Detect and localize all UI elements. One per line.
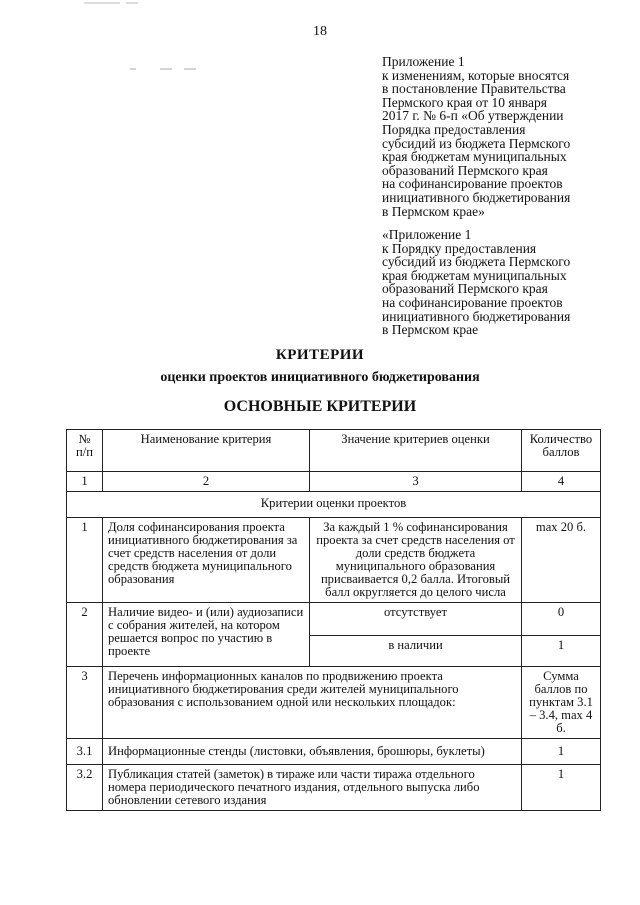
section-title: ОСНОВНЫЕ КРИТЕРИИ — [223, 398, 417, 415]
row-points-cell: Сумма баллов по пунктам 3.1 – 3.4, max 4 б. — [522, 667, 601, 739]
page-number: 18 — [313, 24, 327, 39]
row-name-cell: Информационные стенды (листовки, объявления, брошюры, буклеты) — [103, 739, 522, 765]
column-number-cell: 2 — [103, 472, 310, 492]
header-cell-name: Наименование критерия — [103, 430, 310, 472]
appendix-1-line: к изменениям, которые вносятся — [382, 67, 570, 83]
row-num-cell: 3.1 — [67, 739, 103, 765]
appendix-2-line: края бюджетам муниципальных — [382, 267, 567, 283]
appendix-2-line: инициативного бюджетирования — [382, 308, 571, 324]
table-row — [67, 667, 601, 739]
group-header-row — [67, 492, 601, 518]
table-row — [67, 765, 601, 811]
appendix-2-line: на софинансирование проектов — [382, 294, 563, 310]
column-number-row — [67, 472, 601, 492]
table-header-row — [67, 430, 601, 472]
row-num-cell: 3.2 — [67, 765, 103, 811]
document-title: КРИТЕРИИ — [275, 347, 365, 363]
row-name-cell: Перечень информационных каналов по продвижению проекта инициативного бюджетирования среди жителей муниципального образования с использованием одной или нескольких площадок: — [103, 667, 522, 739]
document-subtitle: оценки проектов инициативного бюджетирования — [160, 370, 480, 385]
row-points-cell: 0 — [522, 603, 601, 636]
column-number-cell: 4 — [522, 472, 601, 492]
row-value-cell: За каждый 1 % софинансирования проекта за счет средств населения от доли средств бюджета муниципального образования присваивается 0,2 балла. Итоговый балл округляется до целого числа — [310, 518, 522, 603]
group-header-cell: Критерии оценки проектов — [67, 492, 601, 518]
row-points-cell: 1 — [522, 636, 601, 667]
appendix-1-line: на софинансирование проектов — [382, 176, 563, 192]
appendix-1-line: в Пермском крае» — [382, 203, 485, 219]
header-cell-points: Количество баллов — [522, 430, 601, 472]
header-cell-value: Значение критериев оценки — [310, 430, 522, 472]
appendix-1-line: 2017 г. № 6-п «Об утверждении — [382, 108, 564, 124]
appendix-block-1 — [382, 55, 632, 218]
appendix-1-line: образований Пермского края — [382, 162, 548, 178]
appendix-1-line: Порядка предоставления — [382, 121, 526, 137]
appendix-2-line: «Приложение 1 — [382, 227, 472, 242]
row-name-cell: Доля софинансирования проекта инициативного бюджетирования за счет средств населения от доли средств бюджета муниципального образования — [103, 518, 310, 603]
appendix-block-2 — [382, 228, 632, 337]
row-name-cell: Публикация статей (заметок) в тираже или части тиража отдельного номера периодического печатного издания, отдельного выпуска либо обновлении сетевого издания — [103, 765, 522, 811]
appendix-2-line: к Порядку предоставления — [382, 240, 537, 256]
row-value-cell: отсутствует — [310, 603, 522, 636]
header-cell-num: № п/п — [67, 430, 103, 472]
column-number-cell: 1 — [67, 472, 103, 492]
column-number-cell: 3 — [310, 472, 522, 492]
criteria-table — [66, 429, 601, 811]
appendix-2-line: субсидий из бюджета Пермского — [382, 254, 571, 270]
row-points-cell: 1 — [522, 739, 601, 765]
appendix-2-line: в Пермском крае — [382, 322, 479, 338]
row-points-cell: max 20 б. — [522, 518, 601, 603]
table-row — [67, 739, 601, 765]
appendix-1-line: Приложение 1 — [382, 54, 465, 69]
appendix-1-line: субсидий из бюджета Пермского — [382, 135, 571, 151]
row-points-cell: 1 — [522, 765, 601, 811]
row-num-cell: 3 — [67, 667, 103, 739]
table-row — [67, 518, 601, 603]
row-value-cell: в наличии — [310, 636, 522, 667]
row-name-cell: Наличие видео- и (или) аудиозаписи с собрания жителей, на котором решается вопрос по участию в проекте — [103, 603, 310, 667]
appendix-1-line: края бюджетам муниципальных — [382, 149, 567, 165]
row-num-cell: 1 — [67, 518, 103, 603]
appendix-1-line: инициативного бюджетирования — [382, 189, 571, 205]
appendix-1-line: в постановление Правительства — [382, 81, 566, 97]
row-num-cell: 2 — [67, 603, 103, 667]
appendix-1-line: Пермского края от 10 января — [382, 94, 547, 110]
table-row — [67, 603, 601, 636]
appendix-2-line: образований Пермского края — [382, 281, 548, 297]
